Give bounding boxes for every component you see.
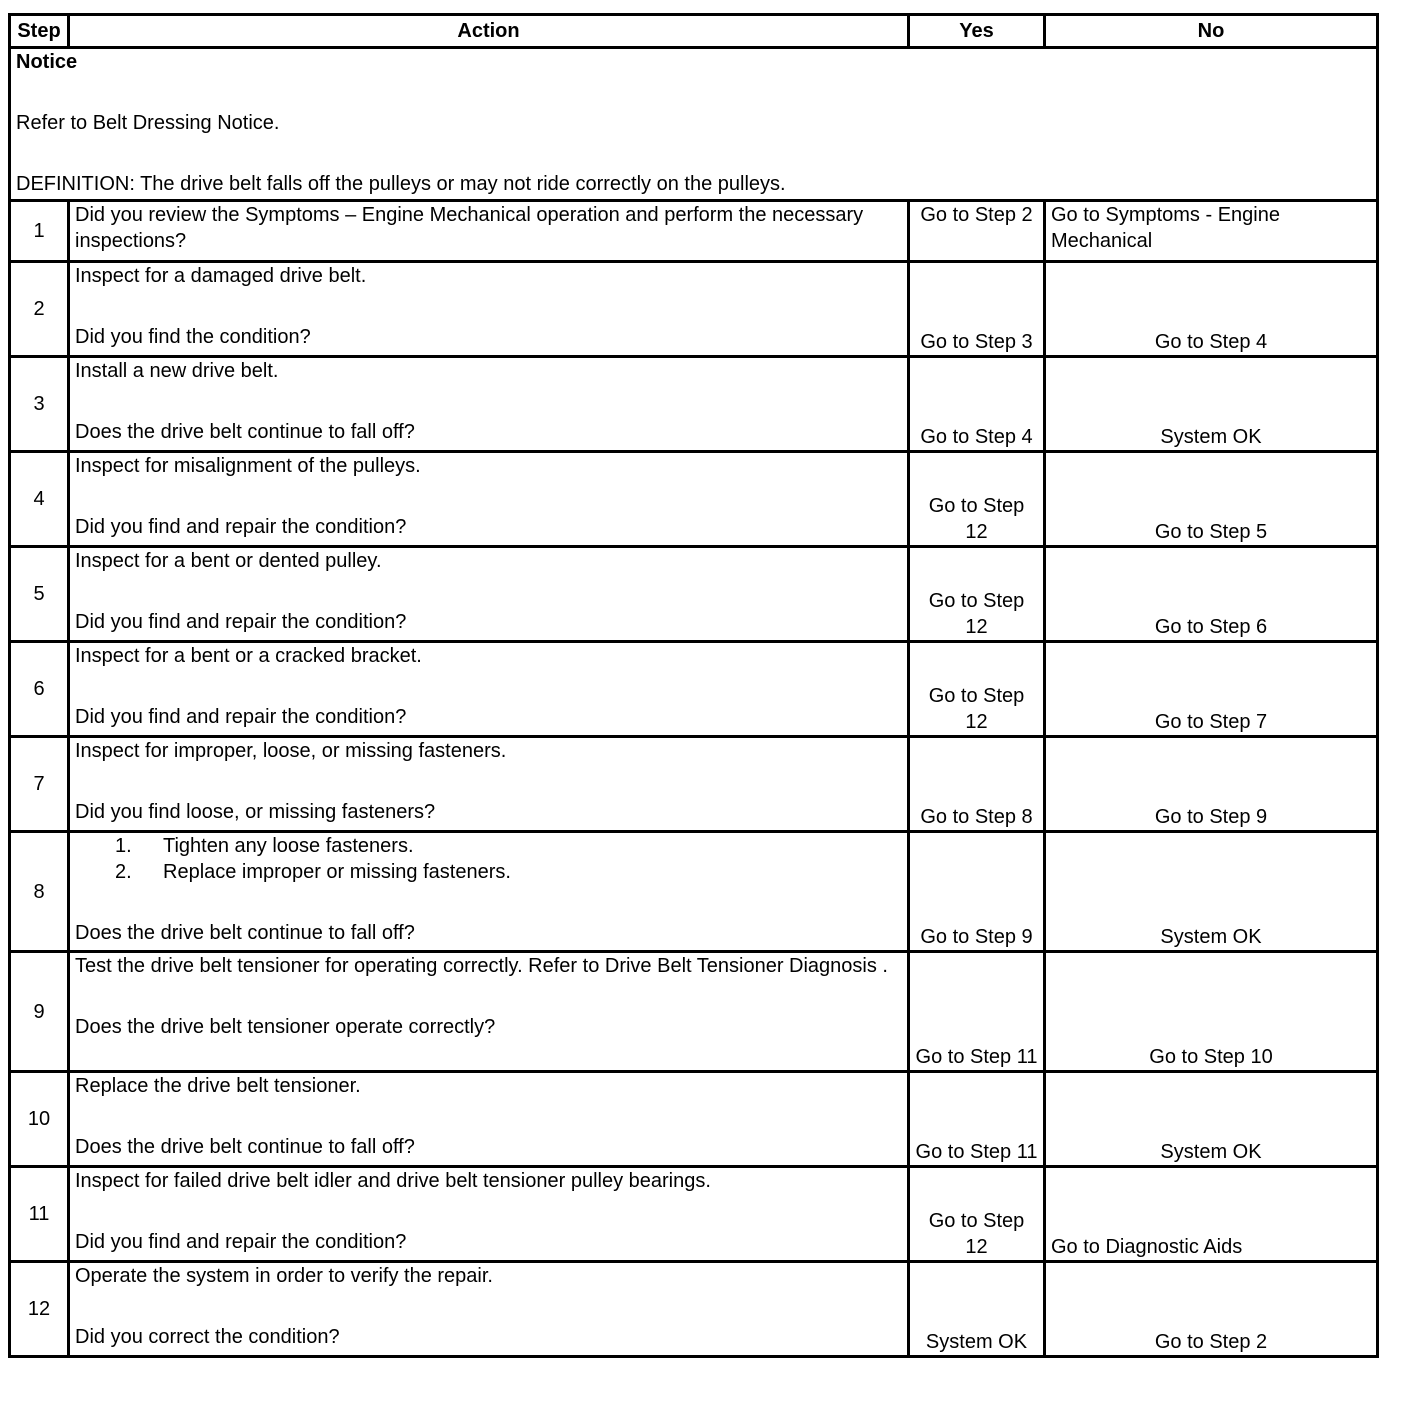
table-row [10, 1262, 1378, 1357]
action-cell [69, 737, 909, 832]
action-instruction: Replace the drive belt tensioner. [75, 1075, 361, 1097]
action-instruction: Inspect for a bent or a cracked bracket. [75, 645, 422, 667]
yes-cell: System OK [909, 1262, 1045, 1357]
step-number: 12 [10, 1262, 69, 1357]
action-instruction: Did you review the Symptoms – Engine Mechanical operation and perform the necessary inspections? [75, 204, 864, 252]
yes-cell: Go to Step 9 [909, 832, 1045, 952]
action-question: Did you find and repair the condition? [75, 1231, 407, 1253]
table-row [10, 262, 1378, 357]
list-item-text: Replace improper or missing fasteners. [163, 861, 511, 883]
no-cell: Go to Symptoms - Engine Mechanical [1045, 201, 1378, 262]
action-instruction: Inspect for misalignment of the pulleys. [75, 455, 421, 477]
notice-row [10, 48, 1378, 201]
header-row [10, 15, 1378, 48]
step-number: 6 [10, 642, 69, 737]
action-cell [69, 452, 909, 547]
action-question: Did you find and repair the condition? [75, 516, 407, 538]
action-instruction: Inspect for improper, loose, or missing fasteners. [75, 740, 507, 762]
notice-definition: DEFINITION: The drive belt falls off the pulleys or may not ride correctly on the pulleys. [16, 173, 786, 195]
no-cell: Go to Step 7 [1045, 642, 1378, 737]
action-question: Does the drive belt continue to fall off? [75, 421, 415, 443]
action-cell [69, 547, 909, 642]
table-row [10, 642, 1378, 737]
step-number: 7 [10, 737, 69, 832]
table-row [10, 452, 1378, 547]
yes-cell: Go to Step 11 [909, 1072, 1045, 1167]
action-question: Does the drive belt tensioner operate correctly? [75, 1016, 496, 1038]
action-instruction: Inspect for failed drive belt idler and drive belt tensioner pulley bearings. [75, 1170, 711, 1192]
yes-cell: Go to Step 12 [909, 642, 1045, 737]
action-instruction: Inspect for a bent or dented pulley. [75, 550, 382, 572]
yes-cell: Go to Step 8 [909, 737, 1045, 832]
table-row [10, 1167, 1378, 1262]
action-cell [69, 201, 909, 262]
action-cell [69, 1167, 909, 1262]
action-question: Did you find loose, or missing fasteners? [75, 801, 436, 823]
header-no: No [1045, 15, 1378, 48]
action-instruction: Inspect for a damaged drive belt. [75, 265, 367, 287]
notice-cell [10, 48, 1378, 201]
table-row [10, 832, 1378, 952]
table-row [10, 952, 1378, 1072]
action-question: Did you find and repair the condition? [75, 706, 407, 728]
no-cell: Go to Step 2 [1045, 1262, 1378, 1357]
list-item-number: 2. [115, 861, 132, 883]
header-yes: Yes [909, 15, 1045, 48]
action-question: Does the drive belt continue to fall off? [75, 1136, 415, 1158]
table-row [10, 547, 1378, 642]
list-item [75, 833, 902, 859]
yes-cell: Go to Step 12 [909, 547, 1045, 642]
no-cell: System OK [1045, 1072, 1378, 1167]
action-instruction: Operate the system in order to verify the repair. [75, 1265, 493, 1287]
no-cell: Go to Step 10 [1045, 952, 1378, 1072]
table-row [10, 1072, 1378, 1167]
list-item-text: Tighten any loose fasteners. [163, 835, 414, 857]
table-row [10, 201, 1378, 262]
action-cell [69, 832, 909, 952]
action-instruction: Install a new drive belt. [75, 360, 279, 382]
step-number: 2 [10, 262, 69, 357]
table-row [10, 357, 1378, 452]
yes-cell: Go to Step 4 [909, 357, 1045, 452]
no-cell: Go to Step 6 [1045, 547, 1378, 642]
notice-reference: Refer to Belt Dressing Notice. [16, 112, 280, 134]
step-number: 9 [10, 952, 69, 1072]
table-row [10, 737, 1378, 832]
yes-cell: Go to Step 12 [909, 1167, 1045, 1262]
header-step: Step [10, 15, 69, 48]
yes-cell: Go to Step 2 [909, 201, 1045, 262]
action-question: Did you find and repair the condition? [75, 611, 407, 633]
yes-cell: Go to Step 3 [909, 262, 1045, 357]
action-question: Does the drive belt continue to fall off? [75, 922, 415, 944]
step-number: 11 [10, 1167, 69, 1262]
step-number: 3 [10, 357, 69, 452]
action-question: Did you correct the condition? [75, 1326, 340, 1348]
no-cell: Go to Step 5 [1045, 452, 1378, 547]
step-number: 10 [10, 1072, 69, 1167]
step-number: 8 [10, 832, 69, 952]
yes-cell: Go to Step 11 [909, 952, 1045, 1072]
header-action: Action [69, 15, 909, 48]
no-cell: System OK [1045, 357, 1378, 452]
step-number: 4 [10, 452, 69, 547]
action-cell [69, 952, 909, 1072]
no-cell: Go to Diagnostic Aids [1045, 1167, 1378, 1262]
action-question: Did you find the condition? [75, 326, 311, 348]
no-cell: System OK [1045, 832, 1378, 952]
action-cell [69, 357, 909, 452]
yes-cell: Go to Step 12 [909, 452, 1045, 547]
action-cell [69, 262, 909, 357]
diagnostic-table [8, 13, 1379, 1358]
action-instruction: Test the drive belt tensioner for operating correctly. Refer to Drive Belt Tensioner Diagnosis . [75, 955, 888, 977]
no-cell: Go to Step 9 [1045, 737, 1378, 832]
list-item-number: 1. [115, 835, 132, 857]
list-item [75, 859, 902, 885]
no-cell: Go to Step 4 [1045, 262, 1378, 357]
action-cell [69, 642, 909, 737]
action-cell [69, 1072, 909, 1167]
notice-title: Notice [16, 51, 78, 73]
action-cell [69, 1262, 909, 1357]
step-number: 1 [10, 201, 69, 262]
step-number: 5 [10, 547, 69, 642]
